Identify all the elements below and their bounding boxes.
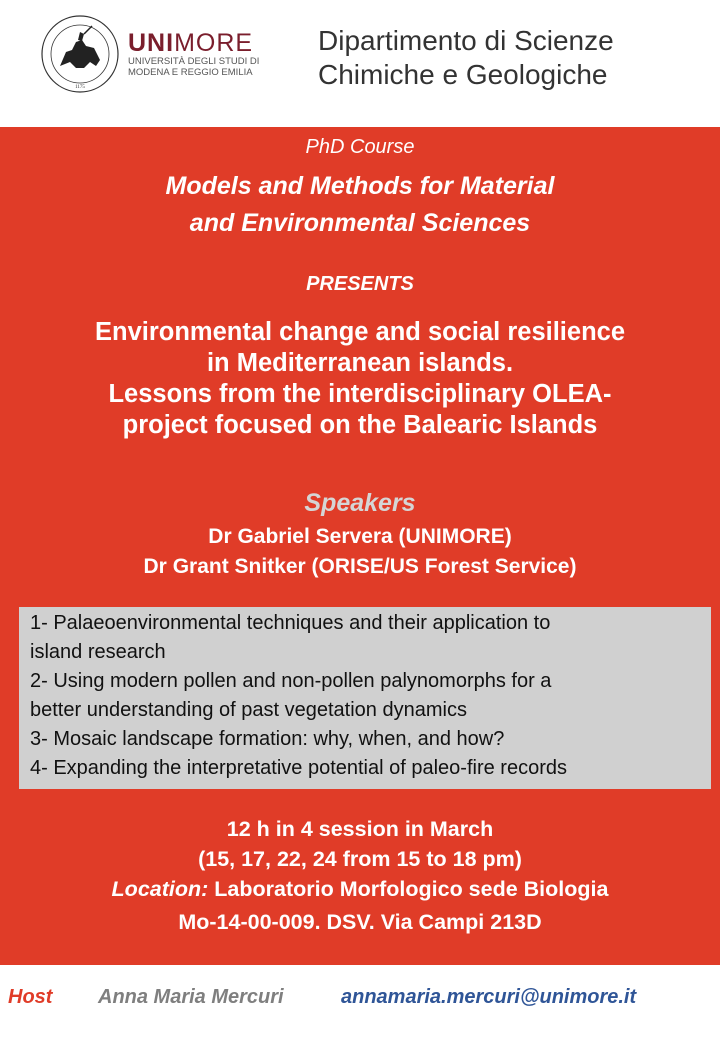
course-name bbox=[0, 168, 720, 242]
course-name-line1: Models and Methods for Material bbox=[165, 172, 555, 200]
location-value: Laboratorio Morfologico sede Biologia bbox=[208, 877, 609, 901]
topic-line: better understanding of past vegetation dynamics bbox=[30, 699, 467, 721]
svg-text:1175: 1175 bbox=[75, 85, 85, 90]
university-seal-icon bbox=[40, 14, 120, 94]
course-name-line2: and Environmental Sciences bbox=[189, 209, 531, 237]
topics-box bbox=[19, 607, 711, 789]
department-line2: Chimiche e Geologiche bbox=[318, 59, 608, 90]
event-title-line: project focused on the Balearic Islands bbox=[122, 411, 598, 439]
main-panel bbox=[0, 127, 720, 965]
event-title-line: in Mediterranean islands. bbox=[206, 349, 514, 377]
department-line1: Dipartimento di Scienze bbox=[318, 25, 614, 56]
host-email-link[interactable]: annamaria.mercuri@unimore.it bbox=[341, 986, 637, 1008]
session-room: Mo-14-00-009. DSV. Via Campi 213D bbox=[178, 910, 542, 934]
speaker-2: Dr Grant Snitker (ORISE/US Forest Service) bbox=[143, 555, 577, 578]
course-label: PhD Course bbox=[305, 136, 415, 158]
topic-line: 2- Using modern pollen and non-pollen palynomorphs for a bbox=[30, 670, 552, 692]
presents-label: PRESENTS bbox=[306, 273, 414, 295]
university-subtitle-line2: MODENA E REGGIO EMILIA bbox=[128, 67, 253, 78]
session-location bbox=[0, 877, 720, 902]
location-label: Location: bbox=[111, 877, 209, 901]
department-name bbox=[318, 24, 614, 92]
university-logo bbox=[128, 30, 259, 78]
speakers-heading: Speakers bbox=[304, 489, 416, 517]
topic-line: 4- Expanding the interpretative potential of paleo-fire records bbox=[30, 757, 567, 779]
event-title bbox=[0, 317, 720, 441]
host-label: Host bbox=[8, 986, 53, 1008]
event-title-line: Environmental change and social resilience bbox=[94, 318, 626, 346]
footer bbox=[0, 965, 720, 1040]
speaker-1: Dr Gabriel Servera (UNIMORE) bbox=[208, 525, 512, 548]
topic-line: 1- Palaeoenvironmental techniques and their application to bbox=[30, 612, 551, 634]
university-subtitle-line1: UNIVERSITÀ DEGLI STUDI DI bbox=[128, 56, 260, 67]
session-dates: (15, 17, 22, 24 from 15 to 18 pm) bbox=[198, 847, 522, 871]
session-hours: 12 h in 4 session in March bbox=[226, 817, 494, 841]
event-title-line: Lessons from the interdisciplinary OLEA- bbox=[108, 380, 612, 408]
header bbox=[0, 0, 720, 127]
topic-line: 3- Mosaic landscape formation: why, when, and how? bbox=[30, 728, 505, 750]
university-name: UNIMORE bbox=[128, 29, 254, 57]
topic-line: island research bbox=[30, 641, 166, 663]
host-name: Anna Maria Mercuri bbox=[98, 986, 284, 1008]
